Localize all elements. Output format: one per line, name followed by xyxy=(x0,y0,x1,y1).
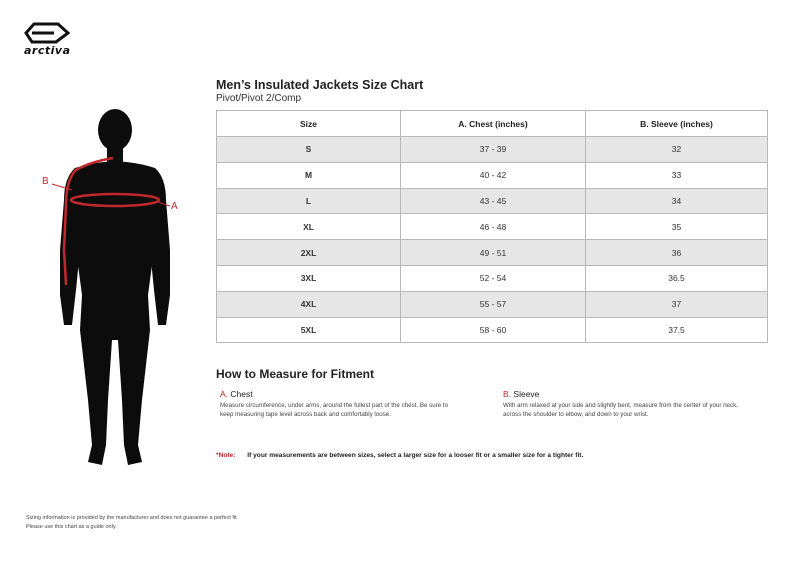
size-cell: L xyxy=(217,188,401,214)
size-cell: XL xyxy=(217,214,401,240)
note-text: If your measurements are between sizes, select a larger size for a looser fit or a smaller size for a tighter fit. xyxy=(247,452,584,459)
table-row xyxy=(217,317,768,343)
chest-instructions xyxy=(220,401,448,419)
measure-label-b: B xyxy=(42,176,49,187)
sleeve-cell: 35 xyxy=(586,214,768,240)
sleeve-cell: 33 xyxy=(586,162,768,188)
size-cell: S xyxy=(217,137,401,163)
chest-cell: 55 - 57 xyxy=(401,291,586,317)
column-header-sleeve: B. Sleeve (inches) xyxy=(586,111,768,137)
sleeve-label: Sleeve xyxy=(513,389,540,399)
chest-cell: 58 - 60 xyxy=(401,317,586,343)
sleeve-instructions-line: With arm relaxed at your side and slightly bent, measure from the center of your neck, xyxy=(503,402,738,409)
size-chart-table xyxy=(216,110,768,343)
sleeve-cell: 37.5 xyxy=(586,317,768,343)
sleeve-cell: 37 xyxy=(586,291,768,317)
column-header-size: Size xyxy=(217,111,401,137)
chest-heading xyxy=(220,389,253,399)
page-subtitle: Pivot/Pivot 2/Comp xyxy=(216,93,302,104)
chest-cell: 46 - 48 xyxy=(401,214,586,240)
disclaimer-line: Sizing information is provided by the manufacturer and does not guarantee a perfect fit. xyxy=(26,515,239,521)
disclaimer-line: Please use this chart as a guide only. xyxy=(26,523,117,530)
chest-cell: 37 - 39 xyxy=(401,137,586,163)
disclaimer xyxy=(26,514,238,531)
table-row xyxy=(217,265,768,291)
chest-instructions-line: keep measuring tape level across back and comfortably loose. xyxy=(220,411,391,418)
chest-letter: A. xyxy=(220,389,229,399)
size-cell: M xyxy=(217,162,401,188)
sleeve-heading xyxy=(503,389,539,399)
table-row xyxy=(217,137,768,163)
sleeve-cell: 32 xyxy=(586,137,768,163)
sleeve-instructions xyxy=(503,401,738,419)
howto-heading: How to Measure for Fitment xyxy=(216,367,375,381)
column-header-chest: A. Chest (inches) xyxy=(401,111,586,137)
table-row xyxy=(217,291,768,317)
fit-note xyxy=(216,452,583,459)
chest-cell: 43 - 45 xyxy=(401,188,586,214)
size-cell: 5XL xyxy=(217,317,401,343)
logo-text: arctiva xyxy=(24,44,71,57)
chest-label: Chest xyxy=(230,389,253,399)
sleeve-cell: 36 xyxy=(586,240,768,266)
sleeve-letter: B. xyxy=(503,389,512,399)
size-cell: 3XL xyxy=(217,265,401,291)
chest-cell: 40 - 42 xyxy=(401,162,586,188)
size-cell: 2XL xyxy=(217,240,401,266)
table-header-row xyxy=(217,111,768,137)
table-row xyxy=(217,188,768,214)
measure-label-a: A xyxy=(171,201,178,212)
chest-cell: 49 - 51 xyxy=(401,240,586,266)
note-label: *Note: xyxy=(216,452,236,459)
table-row xyxy=(217,214,768,240)
sleeve-instructions-line: across the shoulder to elbow, and down to your wrist. xyxy=(503,411,649,418)
body-silhouette-icon xyxy=(30,100,200,480)
sleeve-cell: 36.5 xyxy=(586,265,768,291)
sleeve-cell: 34 xyxy=(586,188,768,214)
chest-cell: 52 - 54 xyxy=(401,265,586,291)
table-row xyxy=(217,240,768,266)
table-row xyxy=(217,162,768,188)
chest-instructions-line: Measure circumference, under arms, around the fullest part of the chest. Be sure to xyxy=(220,402,449,409)
page-title: Men’s Insulated Jackets Size Chart xyxy=(216,78,424,92)
size-cell: 4XL xyxy=(217,291,401,317)
